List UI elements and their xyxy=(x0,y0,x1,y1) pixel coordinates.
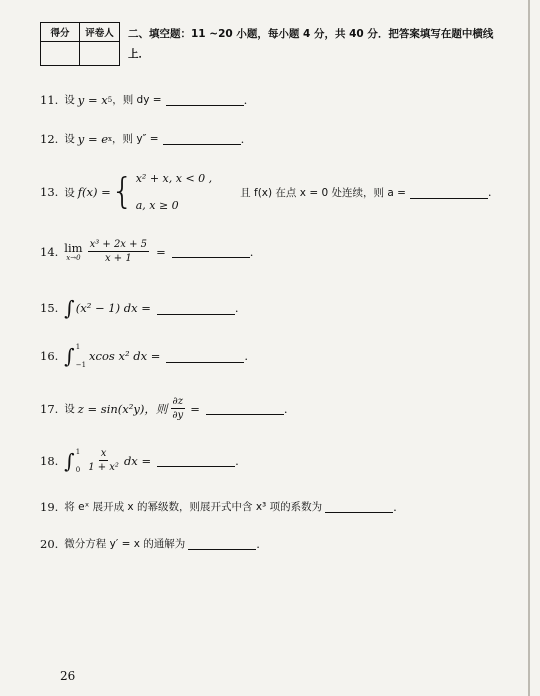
case-2: a, x ≥ 0 xyxy=(135,199,179,212)
answer-blank-20[interactable] xyxy=(188,537,256,550)
question-end: . xyxy=(283,401,288,416)
integral-sign: ∫ xyxy=(64,344,75,368)
lower-limit: 0 xyxy=(75,465,81,474)
score-table xyxy=(40,22,120,66)
answer-blank-19[interactable] xyxy=(325,500,393,513)
answer-blank-13[interactable] xyxy=(410,186,488,199)
question-18 xyxy=(40,447,239,474)
score-header: 得分 xyxy=(41,23,80,42)
question-prefix: 设 xyxy=(64,186,75,199)
numerator: ∂z xyxy=(172,396,183,407)
answer-blank-16[interactable] xyxy=(166,350,244,363)
question-number: 12. xyxy=(40,131,59,146)
page-edge xyxy=(528,0,530,696)
denominator: 1 + x² xyxy=(88,462,119,473)
question-end: . xyxy=(235,453,239,468)
brace: { xyxy=(110,171,134,212)
continuity-condition: 且 f(x) 在点 x = 0 处连续，则 a = xyxy=(240,186,406,199)
function-def: f(x) = xyxy=(77,185,111,199)
grader-header: 评卷人 xyxy=(80,23,119,42)
upper-limit: 1 xyxy=(75,447,81,456)
grader-cell xyxy=(80,42,119,65)
denominator: ∂y xyxy=(172,410,184,421)
question-expr: y = x xyxy=(77,92,108,107)
upper-limit: 1 xyxy=(75,343,81,351)
question-12 xyxy=(40,131,244,146)
piecewise-cases xyxy=(136,172,212,212)
question-number: 13. xyxy=(40,185,59,199)
question-text: 微分方程 y′ = x 的通解为 xyxy=(64,538,186,550)
question-number: 16. xyxy=(40,349,59,363)
question-11 xyxy=(40,92,247,107)
equals-sign: = xyxy=(156,244,166,259)
answer-blank-11[interactable] xyxy=(166,93,244,106)
exponent: x xyxy=(108,134,112,143)
question-mid: ，则 dy = xyxy=(112,94,162,106)
fraction xyxy=(86,447,121,474)
score-cell xyxy=(41,42,80,65)
question-prefix: 设 xyxy=(64,94,75,106)
question-number: 18. xyxy=(40,453,59,468)
question-prefix: 设 xyxy=(64,133,75,145)
question-end: . xyxy=(243,92,248,107)
question-number: 17. xyxy=(40,401,59,416)
answer-blank-15[interactable] xyxy=(157,302,235,315)
question-end: . xyxy=(256,536,260,551)
question-20 xyxy=(40,536,260,551)
question-number: 15. xyxy=(40,301,59,315)
integral-sign: ∫ xyxy=(64,296,75,320)
question-number: 20. xyxy=(40,536,59,551)
question-19 xyxy=(40,499,397,514)
question-16 xyxy=(40,343,248,369)
question-15 xyxy=(40,298,239,318)
differential: dx = xyxy=(123,453,152,468)
question-end: . xyxy=(487,185,492,199)
equals-sign: = xyxy=(190,401,200,416)
question-end: . xyxy=(240,131,245,146)
integrand: xcos x² dx = xyxy=(89,349,161,363)
integrand: (x² − 1) dx = xyxy=(75,301,151,315)
integral-limits xyxy=(76,448,80,474)
integral-sign: ∫ xyxy=(64,448,75,473)
question-mid: ，则 y″ = xyxy=(112,133,159,145)
question-14 xyxy=(40,238,253,265)
function-def: z = sin(x²y)，则 xyxy=(77,401,168,416)
numerator: x³ + 2x + 5 xyxy=(89,239,148,250)
question-end: . xyxy=(249,244,254,259)
case-1: x² + x, x < 0 , xyxy=(135,172,213,185)
question-expr: y = e xyxy=(77,131,109,146)
question-prefix: 设 xyxy=(64,403,75,415)
section-title: 二、填空题：11 ~20 小题，每小题 4 分，共 40 分．把答案填写在题中横线上． xyxy=(128,28,494,60)
question-number: 14. xyxy=(40,244,59,259)
question-17 xyxy=(40,395,287,422)
question-number: 19. xyxy=(40,499,59,514)
question-end: . xyxy=(393,499,397,514)
answer-blank-17[interactable] xyxy=(206,402,284,415)
limit-operator: lim x→0 xyxy=(64,240,83,262)
denominator: x + 1 xyxy=(104,253,132,264)
question-end: . xyxy=(244,349,248,363)
answer-blank-14[interactable] xyxy=(172,245,250,258)
lower-limit: −1 xyxy=(75,361,87,369)
answer-blank-18[interactable] xyxy=(157,454,235,467)
partial-derivative xyxy=(170,395,185,422)
page-number: 26 xyxy=(60,669,76,683)
numerator: x xyxy=(100,448,107,459)
exponent: 5 xyxy=(107,95,113,104)
question-13 xyxy=(40,172,492,212)
integral-limits xyxy=(76,343,86,369)
question-text: 将 eˣ 展开成 x 的幂级数，则展开式中含 x³ 项的系数为 xyxy=(64,501,323,513)
answer-blank-12[interactable] xyxy=(163,132,241,145)
fraction xyxy=(88,238,150,265)
question-end: . xyxy=(234,301,239,315)
question-number: 11. xyxy=(40,92,59,107)
